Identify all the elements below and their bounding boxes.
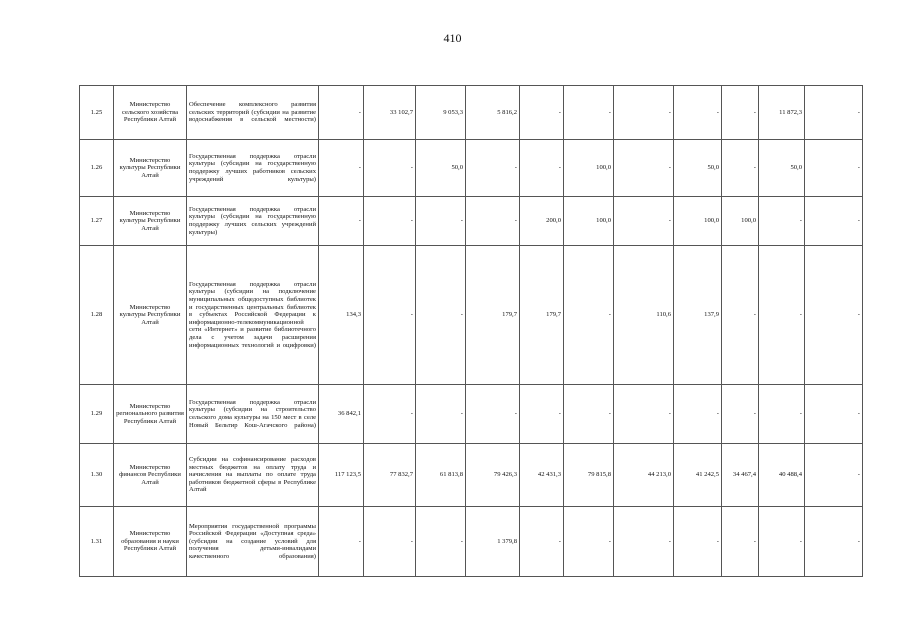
value-cell: 42 431,3 bbox=[520, 444, 564, 507]
value-cell: - bbox=[466, 197, 520, 246]
value-cell: - bbox=[722, 140, 759, 197]
ministry-cell: Министерство культуры Республики Алтай bbox=[114, 197, 187, 246]
row-number: 1.25 bbox=[80, 86, 114, 140]
value-cell: 100,0 bbox=[722, 197, 759, 246]
value-cell: - bbox=[520, 140, 564, 197]
value-cell: - bbox=[674, 507, 722, 577]
row-number: 1.30 bbox=[80, 444, 114, 507]
row-number: 1.29 bbox=[80, 385, 114, 444]
value-cell: 50,0 bbox=[759, 140, 805, 197]
description-cell: Государственная поддержка отрасли культуры (субсидии на строительство сельского дома культуры на 150 мест в селе Новый Бельтир Кош-Агачского района) bbox=[187, 385, 319, 444]
value-cell: - bbox=[564, 507, 614, 577]
table-row bbox=[80, 246, 863, 385]
budget-table bbox=[79, 85, 863, 577]
value-cell: 100,0 bbox=[564, 197, 614, 246]
value-cell: - bbox=[759, 385, 805, 444]
value-cell: 33 102,7 bbox=[364, 86, 416, 140]
value-cell: - bbox=[364, 197, 416, 246]
table-row bbox=[80, 444, 863, 507]
value-cell: - bbox=[674, 86, 722, 140]
value-cell: - bbox=[416, 246, 466, 385]
value-cell: - bbox=[364, 385, 416, 444]
value-cell: - bbox=[805, 385, 863, 444]
value-cell: - bbox=[564, 385, 614, 444]
ministry-cell: Министерство регионального развития Республики Алтай bbox=[114, 385, 187, 444]
value-cell: - bbox=[805, 444, 863, 507]
value-cell: 179,7 bbox=[520, 246, 564, 385]
value-cell: - bbox=[805, 86, 863, 140]
value-cell: - bbox=[759, 197, 805, 246]
value-cell: - bbox=[564, 86, 614, 140]
ministry-cell: Министерство культуры Республики Алтай bbox=[114, 246, 187, 385]
value-cell: - bbox=[466, 140, 520, 197]
table-row bbox=[80, 507, 863, 577]
value-cell: 5 816,2 bbox=[466, 86, 520, 140]
value-cell: - bbox=[416, 507, 466, 577]
value-cell: 50,0 bbox=[674, 140, 722, 197]
value-cell: 117 123,5 bbox=[319, 444, 364, 507]
value-cell: - bbox=[416, 197, 466, 246]
value-cell: - bbox=[319, 507, 364, 577]
value-cell: 36 842,1 bbox=[319, 385, 364, 444]
description-cell: Субсидии на софинансирование расходов местных бюджетов на оплату труда и начисления на выплаты по оплате труда работников бюджетной сферы в Республике Алтай bbox=[187, 444, 319, 507]
value-cell: 110,6 bbox=[614, 246, 674, 385]
description-cell: Мероприятия государственной программы Российской Федерации «Доступная среда» (субсидии на создание условий для получения детьми-инвалидами качественного образования) bbox=[187, 507, 319, 577]
value-cell: - bbox=[416, 385, 466, 444]
ministry-cell: Министерство образования и науки Республики Алтай bbox=[114, 507, 187, 577]
value-cell: - bbox=[520, 86, 564, 140]
value-cell: 134,3 bbox=[319, 246, 364, 385]
description-cell: Государственная поддержка отрасли культуры (субсидии на государственную поддержку лучших сельских учреждений культуры) bbox=[187, 197, 319, 246]
value-cell: - bbox=[364, 507, 416, 577]
value-cell: - bbox=[614, 140, 674, 197]
description-cell: Государственная поддержка отрасли культуры (субсидии на подключение муниципальных общедоступных библиотек и государственных центральных библиотек в субъектах Российской Федерации к информационно-телекоммуникационной сети «Интернет» и развитие библиотечного дела с учетом задачи расширения информационных технологий и оцифровки) bbox=[187, 246, 319, 385]
row-number: 1.31 bbox=[80, 507, 114, 577]
ministry-cell: Министерство финансов Республики Алтай bbox=[114, 444, 187, 507]
value-cell: - bbox=[674, 385, 722, 444]
value-cell: - bbox=[614, 385, 674, 444]
value-cell: - bbox=[722, 385, 759, 444]
value-cell: - bbox=[805, 507, 863, 577]
value-cell: 77 832,7 bbox=[364, 444, 416, 507]
value-cell: - bbox=[319, 86, 364, 140]
value-cell: 79 426,3 bbox=[466, 444, 520, 507]
value-cell: - bbox=[805, 140, 863, 197]
table-row bbox=[80, 385, 863, 444]
value-cell: 61 813,8 bbox=[416, 444, 466, 507]
value-cell: 41 242,5 bbox=[674, 444, 722, 507]
description-cell: Обеспечение комплексного развития сельских территорий (субсидии на развитие водоснабжения в сельской местности) bbox=[187, 86, 319, 140]
value-cell: - bbox=[319, 140, 364, 197]
value-cell: - bbox=[364, 140, 416, 197]
row-number: 1.28 bbox=[80, 246, 114, 385]
table-row bbox=[80, 140, 863, 197]
table-row bbox=[80, 197, 863, 246]
value-cell: 11 872,3 bbox=[759, 86, 805, 140]
value-cell: 44 213,0 bbox=[614, 444, 674, 507]
value-cell: - bbox=[805, 197, 863, 246]
value-cell: 9 053,3 bbox=[416, 86, 466, 140]
value-cell: 1 379,8 bbox=[466, 507, 520, 577]
value-cell: 200,0 bbox=[520, 197, 564, 246]
description-cell: Государственная поддержка отрасли культуры (субсидии на государственную поддержку лучших работников сельских учреждений культуры) bbox=[187, 140, 319, 197]
value-cell: - bbox=[722, 246, 759, 385]
value-cell: 50,0 bbox=[416, 140, 466, 197]
row-number: 1.27 bbox=[80, 197, 114, 246]
value-cell: - bbox=[614, 86, 674, 140]
value-cell: - bbox=[319, 197, 364, 246]
value-cell: - bbox=[466, 385, 520, 444]
value-cell: 137,9 bbox=[674, 246, 722, 385]
value-cell: 40 488,4 bbox=[759, 444, 805, 507]
value-cell: - bbox=[364, 246, 416, 385]
value-cell: - bbox=[722, 507, 759, 577]
value-cell: - bbox=[722, 86, 759, 140]
value-cell: 179,7 bbox=[466, 246, 520, 385]
value-cell: - bbox=[564, 246, 614, 385]
value-cell: - bbox=[805, 246, 863, 385]
value-cell: 100,0 bbox=[564, 140, 614, 197]
page-number: 410 bbox=[443, 31, 462, 45]
value-cell: - bbox=[759, 507, 805, 577]
ministry-cell: Министерство культуры Республики Алтай bbox=[114, 140, 187, 197]
value-cell: 79 815,8 bbox=[564, 444, 614, 507]
value-cell: - bbox=[520, 385, 564, 444]
row-number: 1.26 bbox=[80, 140, 114, 197]
value-cell: - bbox=[520, 507, 564, 577]
value-cell: - bbox=[614, 197, 674, 246]
value-cell: - bbox=[759, 246, 805, 385]
value-cell: - bbox=[614, 507, 674, 577]
value-cell: 34 467,4 bbox=[722, 444, 759, 507]
ministry-cell: Министерство сельского хозяйства Республики Алтай bbox=[114, 86, 187, 140]
value-cell: 100,0 bbox=[674, 197, 722, 246]
table-row bbox=[80, 86, 863, 140]
